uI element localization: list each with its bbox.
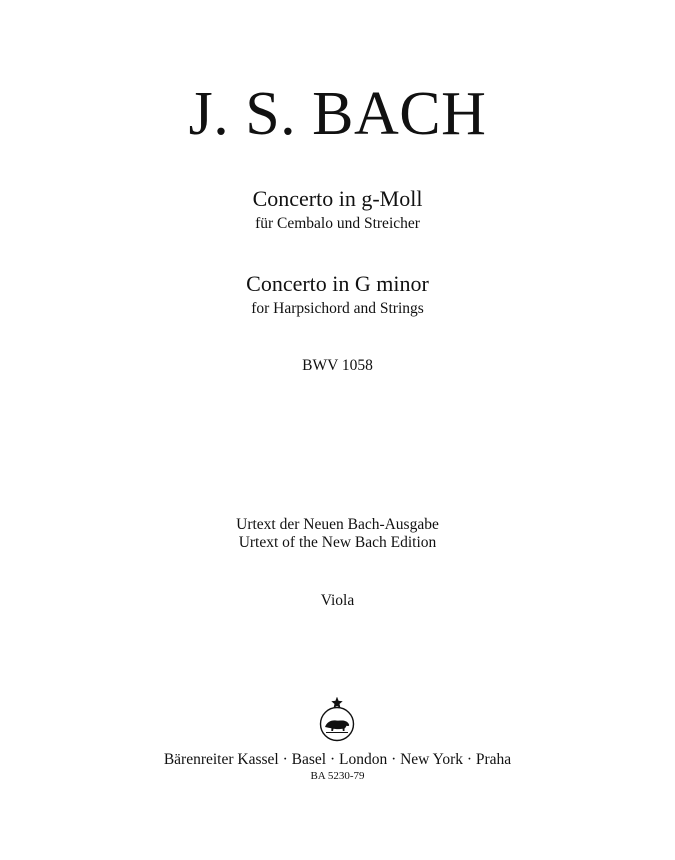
work-title-english: Concerto in G minor bbox=[246, 271, 429, 296]
work-title-german: Concerto in g-Moll bbox=[252, 186, 423, 211]
composer-name: J. S. BACH bbox=[188, 80, 487, 148]
work-subtitle-english: for Harpsichord and Strings bbox=[251, 300, 424, 317]
publisher-logo-icon bbox=[317, 697, 357, 743]
edition-number: BA 5230-79 bbox=[310, 770, 365, 782]
work-subtitle-german: für Cembalo und Streicher bbox=[255, 215, 420, 232]
urtext-note-german: Urtext der Neuen Bach-Ausgabe bbox=[236, 516, 439, 533]
urtext-note-english: Urtext of the New Bach Edition bbox=[238, 534, 437, 551]
catalog-number: BWV 1058 bbox=[302, 357, 373, 374]
instrument-part: Viola bbox=[320, 592, 355, 609]
publisher-cities: Bärenreiter Kassel · Basel · London · New York · Praha bbox=[163, 751, 512, 768]
